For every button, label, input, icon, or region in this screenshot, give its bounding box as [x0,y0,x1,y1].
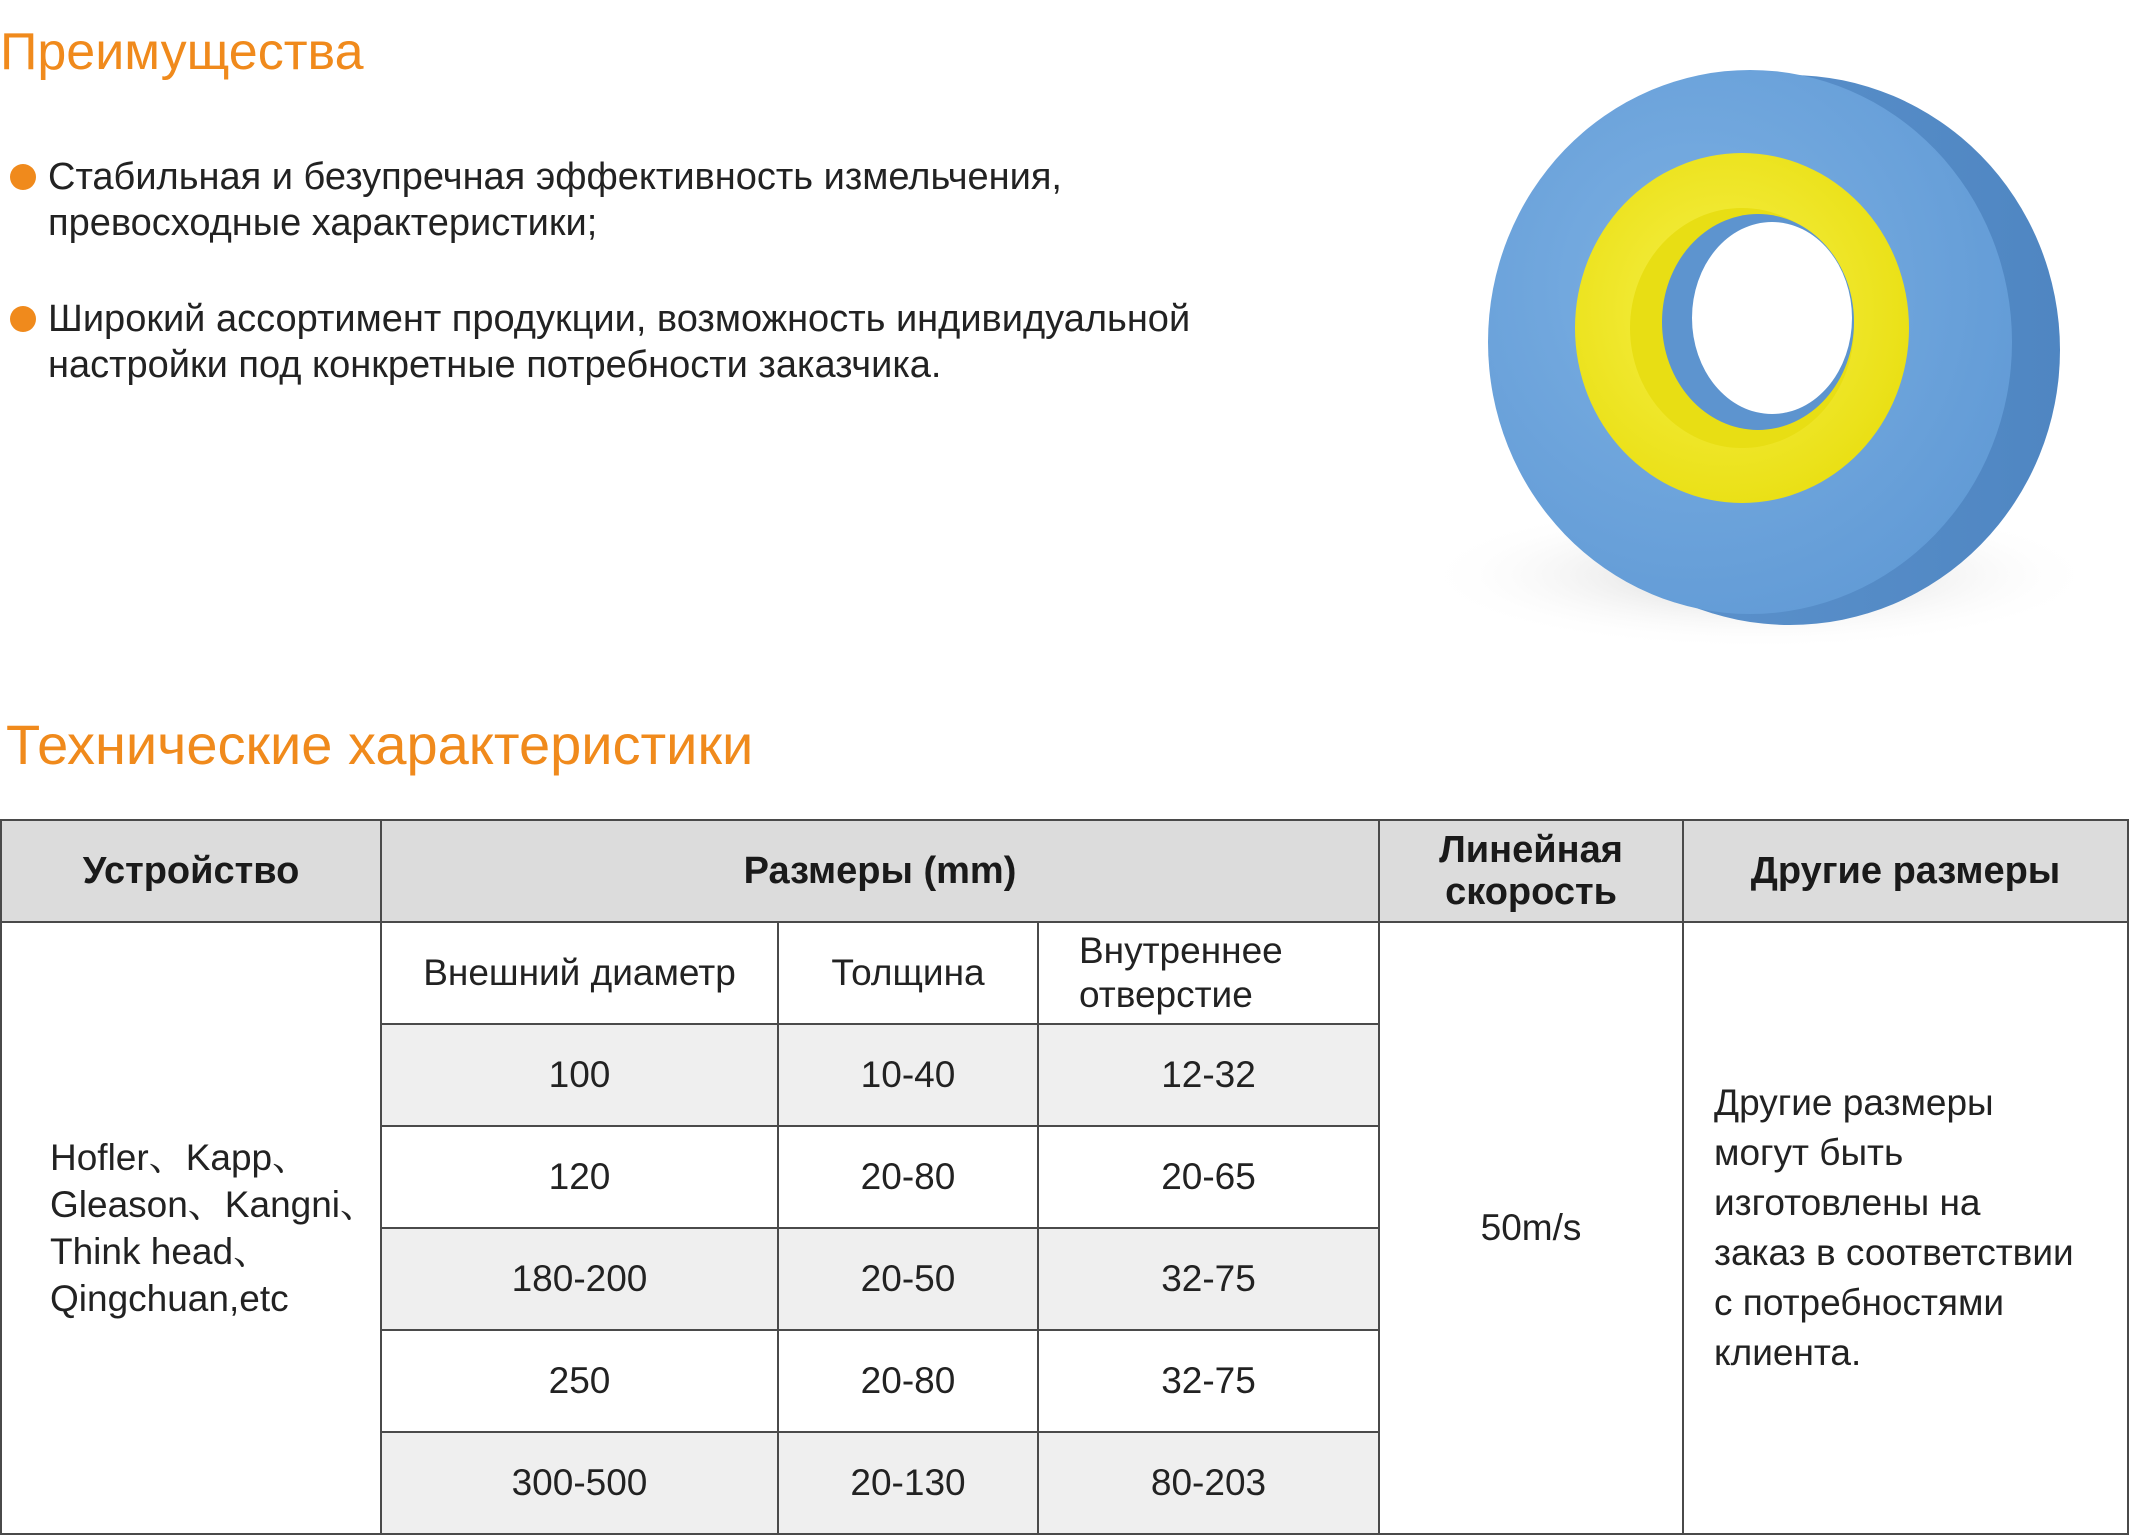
header-speed-line: скорость [1445,871,1617,913]
cell-outer: 300-500 [381,1432,778,1534]
subheader-inner-line: Внутреннее [1079,930,1283,971]
header-device: Устройство [1,820,381,922]
header-speed-line: Линейная [1439,829,1623,871]
cell-thickness: 20-80 [778,1126,1038,1228]
bullet-dot-icon [10,306,36,332]
header-sizes: Размеры (mm) [381,820,1379,922]
advantage-line: Широкий ассортимент продукции, возможность индивидуальной [48,298,1191,340]
cell-thickness: 10-40 [778,1024,1038,1126]
grinding-wheel-image [1380,50,2100,670]
device-line: Think head、 [50,1231,271,1272]
subheader-inner-line: отверстие [1079,974,1253,1015]
speed-cell: 50m/s [1379,922,1683,1534]
device-line: Hofler、Kapp、 [50,1137,310,1178]
device-cell [1,922,381,1534]
advantage-item [10,154,1378,246]
bullet-dot-icon [10,164,36,190]
advantage-item [10,296,1378,388]
header-other: Другие размеры [1683,820,2128,922]
subheader-inner [1038,922,1379,1024]
other-sizes-cell [1683,922,2128,1534]
header-speed [1379,820,1683,922]
cell-thickness: 20-80 [778,1330,1038,1432]
cell-outer: 250 [381,1330,778,1432]
device-line: Qingchuan,etc [50,1278,289,1319]
other-line: заказ в соответствии [1714,1232,2074,1273]
subheader-outer: Внешний диаметр [381,922,778,1024]
advantages-title: Преимущества [0,23,364,81]
cell-outer: 120 [381,1126,778,1228]
specs-table [0,819,2129,1535]
cell-inner: 80-203 [1038,1432,1379,1534]
other-line: изготовлены на [1714,1182,1981,1223]
advantage-line: настройки под конкретные потребности заказчика. [48,344,942,386]
specs-title: Технические характеристики [6,713,754,776]
other-line: с потребностями [1714,1282,2005,1323]
cell-thickness: 20-130 [778,1432,1038,1534]
cell-inner: 32-75 [1038,1330,1379,1432]
table-subheader-row [1,922,2128,1024]
subheader-thickness: Толщина [778,922,1038,1024]
cell-inner: 20-65 [1038,1126,1379,1228]
advantage-line: превосходные характеристики; [48,202,598,244]
other-line: Другие размеры [1714,1082,1994,1123]
table-header-row [1,820,2128,922]
cell-outer: 180-200 [381,1228,778,1330]
other-line: могут быть [1714,1132,1904,1173]
advantage-line: Стабильная и безупречная эффективность измельчения, [48,156,1062,198]
cell-inner: 32-75 [1038,1228,1379,1330]
cell-outer: 100 [381,1024,778,1126]
device-line: Gleason、Kangni、 [50,1184,378,1225]
other-line: клиента. [1714,1332,1862,1373]
cell-inner: 12-32 [1038,1024,1379,1126]
wheel-bore-depth [1692,222,1852,414]
cell-thickness: 20-50 [778,1228,1038,1330]
